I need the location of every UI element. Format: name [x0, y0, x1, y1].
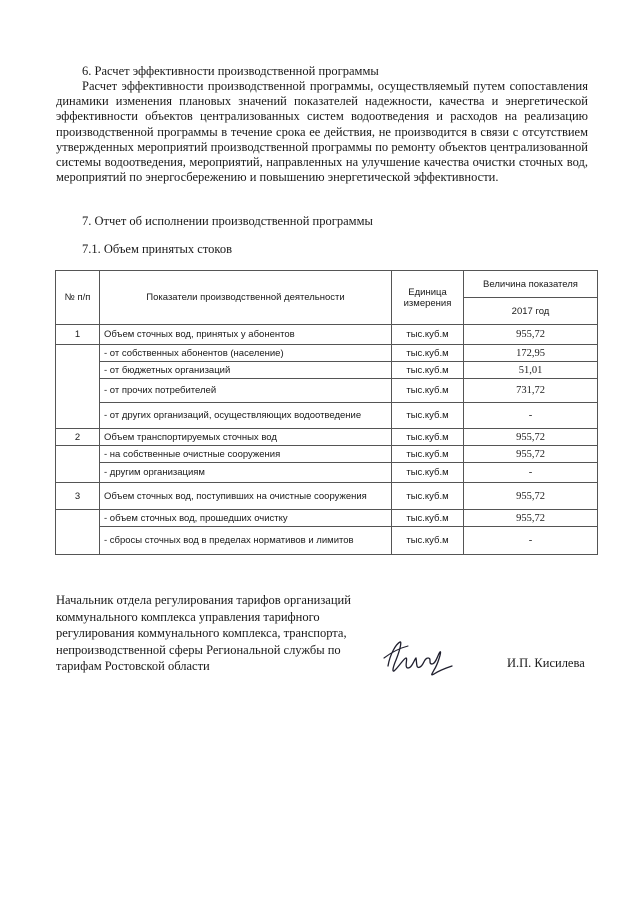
row-unit: тыс.куб.м [392, 446, 464, 463]
row-unit: тыс.куб.м [392, 429, 464, 446]
wastewater-volume-table [55, 270, 598, 555]
header-year: 2017 год [464, 298, 598, 325]
table-row [56, 510, 598, 527]
row-num: 3 [56, 483, 100, 510]
row-value: 731,72 [464, 379, 598, 403]
table-row [56, 463, 598, 483]
table-row [56, 345, 598, 362]
table-row [56, 379, 598, 403]
table-row [56, 325, 598, 345]
row-value: - [464, 527, 598, 555]
row-value: 955,72 [464, 446, 598, 463]
row-value: - [464, 403, 598, 429]
section-7-heading: 7. Отчет об исполнении производственной программы [82, 214, 373, 228]
row-value: 172,95 [464, 345, 598, 362]
header-value: Величина показателя [464, 271, 598, 298]
row-value: 955,72 [464, 325, 598, 345]
row-value: 51,01 [464, 362, 598, 379]
header-indicator: Показатели производственной деятельности [100, 271, 392, 325]
row-value: 955,72 [464, 510, 598, 527]
row-indicator: Объем сточных вод, принятых у абонентов [100, 325, 392, 345]
row-value: - [464, 463, 598, 483]
row-unit: тыс.куб.м [392, 403, 464, 429]
row-unit: тыс.куб.м [392, 325, 464, 345]
header-unit: Единица измерения [392, 271, 464, 325]
header-num: № п/п [56, 271, 100, 325]
row-unit: тыс.куб.м [392, 379, 464, 403]
row-num: 2 [56, 429, 100, 446]
row-unit: тыс.куб.м [392, 362, 464, 379]
row-unit: тыс.куб.м [392, 527, 464, 555]
row-value: 955,72 [464, 483, 598, 510]
row-unit: тыс.куб.м [392, 483, 464, 510]
row-value: 955,72 [464, 429, 598, 446]
row-num [56, 345, 100, 429]
row-indicator: - от прочих потребителей [100, 379, 392, 403]
table-row [56, 527, 598, 555]
table-row [56, 446, 598, 463]
table-row [56, 403, 598, 429]
table-row [56, 429, 598, 446]
row-indicator: - от собственных абонентов (население) [100, 345, 392, 362]
row-indicator: Объем сточных вод, поступивших на очистные сооружения [100, 483, 392, 510]
row-unit: тыс.куб.м [392, 510, 464, 527]
row-unit: тыс.куб.м [392, 463, 464, 483]
row-indicator: - сбросы сточных вод в пределах нормативов и лимитов [100, 527, 392, 555]
row-indicator: - объем сточных вод, прошедших очистку [100, 510, 392, 527]
row-unit: тыс.куб.м [392, 345, 464, 362]
signatory-name: И.П. Кисилева [507, 656, 585, 670]
section-6-heading: 6. Расчет эффективности производственной программы [82, 64, 379, 78]
section-6-text: Расчет эффективности производственной программы, осуществляемый путем сопоставления динамики изменения плановых значений показателей надежности, качества и энергетической эффективности объектов централизованных систем водоотведения и расходов на реализацию производственной программы в течение срока ее действия, не производится в связи с отсутствием утвержденных мероприятий производственной программы по ремонту объектов централизованной системы водоотведения, мероприятий, направленных на улучшение качества очистки сточных вод, мероприятий по энергосбережению и повышению энергетической эффективности. [56, 79, 588, 185]
row-indicator: - от бюджетных организаций [100, 362, 392, 379]
handwritten-signature [378, 636, 466, 678]
row-indicator: - от других организаций, осуществляющих водоотведение [100, 403, 392, 429]
row-indicator: - на собственные очистные сооружения [100, 446, 392, 463]
row-num: 1 [56, 325, 100, 345]
row-indicator: - другим организациям [100, 463, 392, 483]
row-num [56, 510, 100, 555]
section-7-1-heading: 7.1. Объем принятых стоков [82, 242, 232, 256]
row-num [56, 446, 100, 483]
table-row [56, 362, 598, 379]
signatory-position: Начальник отдела регулирования тарифов организаций коммунального комплекса управления тарифного регулирования коммунального комплекса, транспорта, непроизводственной сферы Региональной службы по тарифам Ростовской области [56, 593, 351, 674]
table-row [56, 483, 598, 510]
row-indicator: Объем транспортируемых сточных вод [100, 429, 392, 446]
